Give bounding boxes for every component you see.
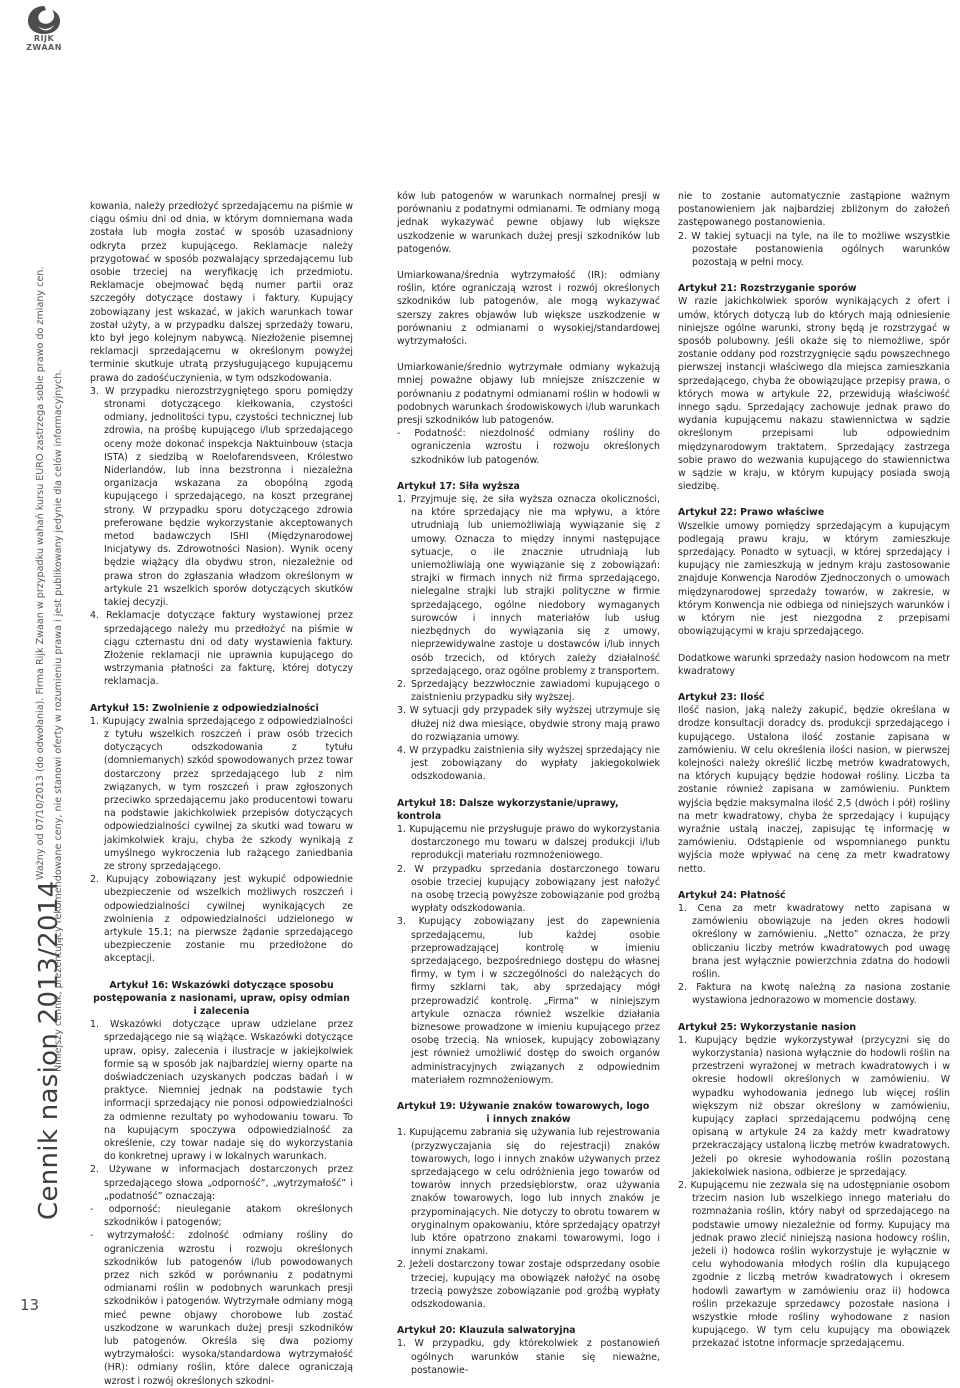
disclaimer-note: Niniejszy cennik, prezentujący rekomendowane ceny, nie stanowi oferty w rozumieniu prawa i jest publikowany jedynie dla celów informacyjnych. bbox=[53, 369, 64, 1072]
article-heading: Artykuł 20: Klauzula salwatoryjna bbox=[397, 1325, 576, 1337]
swan-logo-icon bbox=[24, 4, 64, 36]
paragraph: Umiarkowanie/średnio wytrzymałe odmiany wykazują mniej poważne objawy lub mniejsze zniszczenie w porównaniu z podatnymi odmianami roślin w hodowli w podobnych warunkach środowiskowych i/lub warunkach presji szkodników lub patogenów. bbox=[397, 362, 660, 427]
article-heading: Artykuł 17: Siła wyższa bbox=[397, 480, 520, 492]
paragraph: 1. Cena za metr kwadratowy netto zapisana w zamówieniu obowiązuje na jeden okres hodowli określony w zamówieniu. „Netto” oznacza, że przy obliczaniu liczby metrów kwadratowych pod uwagę brana jest wyłącznie powierzchnia zdatna do hodowli roślin. bbox=[678, 902, 950, 980]
paragraph: 3. Kupujący zobowiązany jest do zapewnienia sprzedającemu, lub każdej osobie przeprowadzającej kontrolę w imieniu sprzedającego, bezpośredniego dostępu do własnej firmy, w tym i w szczególności do należących do firmy szklarni tak, aby sprzedający mógł przeprowadzić kontrolę. „Firma” w niniejszym artykule oznacza również wszelkie działania biznesowe prowadzone w imieniu kupującego przez osobę trzecią. Na wniosek, kupujący zobowiązany jest również umożliwić dostęp do swoich organów administracyjnych związanych z odpowiednim materiałem rozmnożeniowym. bbox=[397, 916, 660, 1086]
sidebar bbox=[0, 0, 78, 1338]
article-heading-continued: i innych znaków bbox=[486, 1114, 571, 1126]
validity-note: Ważny od 07/10/2013 (do odwołania). Firma Rijk Zwaan w przypadku wahań kursu EURO zastrzega sobie prawo do zmiany cen. bbox=[35, 266, 46, 880]
article-heading: Artykuł 16: Wskazówki dotyczące sposobu postępowania z nasionami, upraw, opisy odmian i zalecenia bbox=[93, 979, 350, 1017]
paragraph: - wytrzymałość: zdolność odmiany rośliny do ograniczenia wzrostu i rozwoju określonych szkodników lub patogenów i/lub powodowanych przez nich szkód w porównaniu z podatnymi odmianami roślin w podobnych warunkach presji szkodników i patogenów. Wytrzymałe odmiany mogą mieć pewne objawy chorobowe lub zostać uszkodzone w warunkach dużej presji szkodników lub patogenów. Określa się dwa poziomy wytrzymałości: wysoka/standardowa wytrzymałość (HR): odmiany roślin, które dalece ograniczają wzrost i rozwój określonych szkodni- bbox=[90, 1230, 353, 1387]
paragraph: 2. W przypadku sprzedania dostarczonego towaru osobie trzeciej kupujący zobowiązany jest nałożyć na osobę trzecią powyższe zobowiązanie pod groźbą wypłaty odszkodowania. bbox=[397, 863, 660, 915]
paragraph: 4. W przypadku zaistnienia siły wyższej sprzedający nie jest zobowiązany do wypłaty jakiegokolwiek odszkodowania. bbox=[397, 744, 660, 783]
paragraph: Wszelkie umowy pomiędzy sprzedającym a kupującym podlegają prawu kraju, w którym zamieszkuje sprzedający. Ponadto w sytuacji, w której sprzedający i kupujący nie zamieszkują w jednym kraju zastosowanie znajduje Konwencja Narodów Zjednoczonych o umowach międzynarodowej sprzedaży towarów, w zakresie, w którym Konwencja nie odbiega od niniejszych warunków i w którym nie jest niezgodna z przepisami obowiązującymi w kraju sprzedającego. bbox=[678, 520, 950, 638]
paragraph: 1. W przypadku, gdy którekolwiek z postanowień ogólnych warunków stanie się nieważne, postanowie- bbox=[397, 1338, 660, 1376]
paragraph: W razie jakichkolwiek sporów wynikających z ofert i umów, których dotyczą lub do których mają odniesienie niniejsze ogólne warunki, strony będą je rozstrzygać w sposób polubowny. Jeśli okaże się to niemożliwe, spór zostanie oddany pod rozstrzygnięcie sądu powszechnego pierwszej instancji właściwego dla miejsca zamieszkania sprzedającego, chyba że obowiązujące przepisy prawa, o których mowa w artykule 22, przewidują właściwość innego sądu. Sprzedający zachowuje jednak prawo do wydania kupującemu nakazu stawiennictwa w sądzie określonym przepisami lub odpowiednim międzynarodowym traktatem. Sprzedający zastrzega sobie prawo do wezwania kupującego do stawiennictwa w sądzie w kraju, w którym kupujący posiada swoją siedzibę. bbox=[678, 296, 950, 493]
paragraph: - odporność: nieuleganie atakom określonych szkodników i patogenów; bbox=[90, 1204, 353, 1229]
paragraph: Umiarkowana/średnia wytrzymałość (IR): odmiany roślin, które ograniczają wzrost i rozwój określonych szkodników lub patogenów, ale mogą wykazywać szerszy zakres objawów lub większe uszkodzenie w porównaniu z odmianami o wysokiej/standardowej wytrzymałości. bbox=[397, 270, 660, 348]
paragraph: nie to zostanie automatycznie zastąpione ważnym postanowieniem jak najbardziej zbliżonym do założeń zastępowanego postanowienia. bbox=[678, 191, 950, 229]
article-heading: Artykuł 23: Ilość bbox=[678, 691, 765, 703]
paragraph: 1. Kupującemu nie przysługuje prawo do wykorzystania dostarczonego mu towaru w dalszej produkcji i/lub reprodukcji materiału rozmnożeniowego. bbox=[397, 823, 660, 862]
rijk-zwaan-logo bbox=[18, 4, 70, 52]
text-column-1 bbox=[90, 200, 353, 1388]
logo-text: RIJK ZWAAN bbox=[26, 34, 62, 52]
article-heading: Artykuł 19: Używanie znaków towarowych, logo bbox=[397, 1101, 650, 1112]
paragraph: 2. Jeżeli dostarczony towar zostaje odsprzedany osobie trzeciej, kupujący ma obowiązek nałożyć na osobę trzecią powyższe zobowiązanie pod groźbą wypłaty odszkodowania. bbox=[397, 1259, 660, 1311]
paragraph: 2. Faktura na kwotę należną za nasiona zostanie wystawiona jednorazowo w momencie dostawy. bbox=[678, 982, 950, 1007]
paragraph: Ilość nasion, jaką należy zakupić, będzie określana w drodze konsultacji doradcy ds. produkcji sprzedającego i kupującego. Ustalona ilość zostanie zapisana w zamówieniu. W celu określenia ilości nasion, w pierwszej kolejności należy określić liczbę metrów kwadratowych, na których kupujący będzie hodował rośliny. Liczba ta zostanie również zapisana w zamówieniu. Punktem wyjścia będzie maksymalna ilość 2,5 (dwóch i pół) rośliny na metr kwadratowy, chyba że sprzedający i kupujący wyraźnie ustalą inaczej, zapisując tę informację w zamówieniu. Odstąpienie od wspomnianego punktu wyjścia może wpływać na cenę za metr kwadratowy netto. bbox=[678, 705, 950, 875]
paragraph: - Podatność: niezdolność odmiany rośliny do ograniczenia wzrostu i rozwoju określonych szkodników lub patogenów. bbox=[397, 428, 660, 466]
paragraph: 1. Kupujący zwalnia sprzedającego z odpowiedzialności z tytułu wszelkich roszczeń i praw osób trzecich dotyczących odszkodowania z tytułu (domniemanych) szkód spowodowanych przez towar dostarczony przez sprzedającego lub z nim związanych, w tym roszczeń i praw zgłoszonych przeciwko sprzedającemu jako producentowi towaru na podstawie jakichkolwiek przepisów dotyczących odpowiedzialności cywilnej za skutki wad towaru w jakimkolwiek kraju, chyba że szkody wynikają z umyślnego wykroczenia lub rażącego zaniedbania ze strony sprzedającego. bbox=[90, 715, 353, 872]
article-heading: Artykuł 24: Płatność bbox=[678, 889, 786, 901]
paragraph: 2. Kupujący zobowiązany jest wykupić odpowiednie ubezpieczenie od wszelkich możliwych roszczeń i odpowiedzialności cywilnej wynikających ze zwolnienia z odpowiedzialności udzielonego w artykule 15.1; na pierwsze żądanie sprzedającego ubezpieczenie zostanie mu przedłożone do akceptacji. bbox=[90, 874, 353, 965]
paragraph: 2. Kupującemu nie zezwala się na udostępnianie osobom trzecim nasion lub wszelkiego innego materiału do rozmnażania roślin, który nabył od sprzedającego na podstawie umowy niezależnie od formy. Kupujący ma jednak prawo zlecić niniejszą nasiona hodowcy roślin, jeżeli i) hodowca roślin wykorzystuje je wyłącznie w celu wyhodowania młodych roślin dla kupującego zgodnie z liczbą metrów kwadratowych i okresem hodowli zawartym w zamówieniu oraz ii) hodowca roślin przekazuje sprzedawcy pozostałe nasiona i wszystkie młode rośliny wyhodowane z nasion kupującego. W tym celu kupujący ma obowiązek przekazać istotne informacje sprzedającemu. bbox=[678, 1180, 950, 1350]
article-heading: Artykuł 25: Wykorzystanie nasion bbox=[678, 1021, 857, 1033]
paragraph: 2. Używane w informacjach dostarczonych przez sprzedającego słowa „odporność”, „wytrzymałość” i „podatność” oznaczają: bbox=[90, 1164, 353, 1202]
text-column-3 bbox=[678, 190, 950, 1351]
text-column-2 bbox=[397, 190, 660, 1377]
paragraph: 3. W przypadku nierozstrzygniętego sporu pomiędzy stronami dotyczącego kiełkowania, czystości odmiany, jednolitości typu, czystości technicznej lub zdrowia, na prośbę kupującego i/lub sprzedającego oceny może dokonać inspekcja Naktuinbouw (stacja ISTA) z siedzibą w Roelofarendsveen, Królestwo Niderlandów, lub inna bezstronna i niezależna organizacja wskazana za obopólną zgodą kupującego i sprzedającego, na koszt przegranej strony. W przypadku sporu dotyczącego zdrowia preferowane będzie wykorzystanie akceptowanych metod badawczych ISHI (Międzynarodowej Inicjatywy ds. Zdrowotności Nasion). Wynik oceny będzie wiążący dla obydwu stron, niezależnie od prawa stron do zgłaszania władzom określonym w artykule 21 wszelkich sporów dotyczących skutków takiej decyzji. bbox=[90, 385, 353, 609]
paragraph: 1. Przyjmuje się, że siła wyższa oznacza okoliczności, na które sprzedający nie ma wpływu, a które utrudniają lub uniemożliwiają wywiązanie się z umowy. Oznacza to między innymi następujące sytuacje, o ile znacznie utrudniają lub uniemożliwiają one wywiązanie się z zobowiązań: strajki w firmach innych niż firma sprzedającego, nielegalne strajki lub strajki polityczne w firmie sprzedającego, ogólne niedobory wymaganych surowców i innych materiałów lub usług niezbędnych do wywiązania się z umowy, nieprzewidywalne zastoje u dostawców i/lub innych osób trzecich, od których zależy działalność sprzedającego, oraz ogólne problemy z transportem. bbox=[397, 494, 660, 677]
paragraph: 1. Kupujący będzie wykorzystywał (przycyzni się do wykorzystania) nasiona wyłącznie do hodowli roślin na przestrzeni wyrażonej w metrach kwadratowych i w okresie hodowli określonych w zamówieniu. W wypadku wyhodowania jednego lub więcej roślin większym niż obszar określony w zamówieniu, kupujący zapłaci sprzedającemu podwójną cenę opisaną w artykule 24 za każdy metr kwadratowy przekraczający ustaloną liczbę metrów kwadratowych. Jeżeli po okresie wyhodowania roślin pozostaną jakiekolwiek nasiona, odbierze je sprzedający. bbox=[678, 1034, 950, 1178]
paragraph: kowania, należy przedłożyć sprzedającemu na piśmie w ciągu ośmiu dni od dnia, w którym domniemana wada została lub mogła zostać w sposób uzasadniony odkryta przez kupującego. Reklamacje należy przygotować w sposób pozwalający sprzedającemu lub osobie trzeciej na weryfikację ich przedmiotu. Reklamacje obejmować będą numer partii oraz szczegóły dotyczące dostawy i faktury. Kupujący zobowiązany jest wskazać, w jakich warunkach towar został użyty, a w przypadku dalszej sprzedaży towaru, kto był jego kolejnym nabywcą. Niezłożenie pisemnej reklamacji sprzedającemu w określonym powyżej terminie skutkuje utratą przysługującego kupującemu prawa do zadośćuczynienia, w tym odszkodowania. bbox=[90, 201, 353, 384]
paragraph: 1. Wskazówki dotyczące upraw udzielane przez sprzedającego nie są wiążące. Wskazówki dotyczące upraw, opisy, zalecenia i ilustracje w jakiejkolwiek formie są w sposób jak najbardziej wierny oparte na doświadczeniach uzyskanych podczas badań i w praktyce. Niemniej jednak na podstawie tych informacji sprzedający nie ponosi odpowiedzialności za odmienne rezultaty po wyhodowaniu towaru. To na kupującym spoczywa odpowiedzialność za określenie, czy towar nadaje się do wykorzystania do konkretnej uprawy i w lokalnych warunkach. bbox=[90, 1019, 353, 1163]
article-heading: Artykuł 15: Zwolnienie z odpowiedzialności bbox=[90, 702, 319, 714]
document-title: Cennik nasion 2013/2014 bbox=[34, 880, 64, 1220]
paragraph: ków lub patogenów w warunkach normalnej presji w porównaniu z podatnymi odmianami. Te odmiany mogą jednak wykazywać pewne objawy lub większe uszkodzenie w warunkach dużej presji szkodników lub patogenów. bbox=[397, 191, 660, 255]
article-heading: Artykuł 21: Rozstrzyganie sporów bbox=[678, 283, 857, 295]
paragraph: 2. W takiej sytuacji na tyle, na ile to możliwe wszystkie pozostałe postanowienia ogólnych warunków pozostają w pełni mocy. bbox=[678, 230, 950, 269]
paragraph: 3. W sytuacji gdy przypadek siły wyższej utrzymuje się dłużej niż dwa miesiące, obydwie strony mają prawo do rozwiązania umowy. bbox=[397, 705, 660, 743]
page-number: 13 bbox=[20, 1296, 40, 1314]
article-heading: Artykuł 18: Dalsze wykorzystanie/uprawy, kontrola bbox=[397, 797, 619, 822]
paragraph: Dodatkowe warunki sprzedaży nasion hodowcom na metr kwadratowy bbox=[678, 652, 950, 677]
paragraph: 1. Kupującemu zabrania się używania lub rejestrowania (przyzwyczajania się do rejestracji) znaków towarowych, logo i innych znaków używanych przez sprzedającego w celu odróżnienia jego towarów od towarów innych przedsiębiorstw, oraz używania znaków towarowych, logo lub innych znaków je przypominających. Nie dotyczy to obrotu towarem w oryginalnym opakowaniu, które sprzedający opatrzył lub które opatrzono znakami towarowymi, logo i innymi znakami. bbox=[397, 1127, 660, 1258]
article-heading: Artykuł 22: Prawo właściwe bbox=[678, 507, 825, 519]
paragraph: 2. Sprzedający bezzwłocznie zawiadomi kupującego o zaistnieniu przypadku siły wyższej. bbox=[397, 678, 660, 704]
paragraph: 4. Reklamacje dotyczące faktury wystawionej przez sprzedającego należy mu przedłożyć na piśmie w ciągu czternastu dni od daty wystawienia faktury. Złożenie reklamacji nie uprawnia kupującego do wstrzymania płatności za fakturę, której dotyczy reklamacja. bbox=[90, 610, 353, 688]
